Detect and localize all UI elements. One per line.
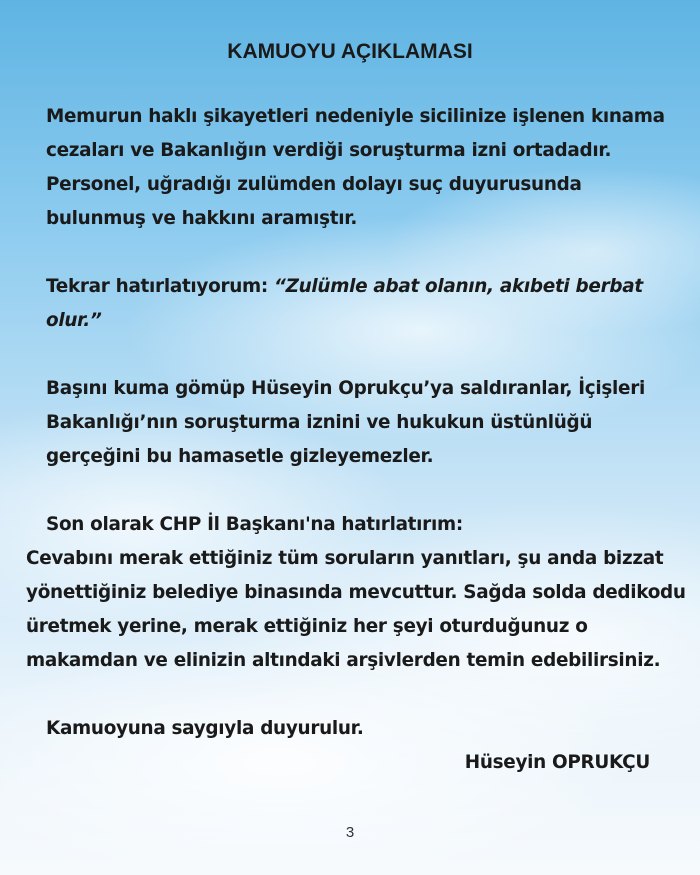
page-title: KAMUOYU AÇIKLAMASI (227, 40, 473, 63)
reminder-lead: Tekrar hatırlatıyorum: (46, 276, 275, 297)
paragraph-investigation: Başını kuma gömüp Hüseyin Oprukçu’ya saldıranlar, İçişleri Bakanlığı’nın soruşturma iznini ve hukukun üstünlüğü gerçeğini bu hamasetle gizleyemezler. (46, 378, 645, 467)
paragraph-reminder (26, 270, 686, 338)
paragraph-closing: Kamuoyuna saygıyla duyurulur. (46, 718, 364, 739)
signature: Hüseyin OPRUKÇU (464, 752, 650, 773)
paragraph-chp-lead: Son olarak CHP İl Başkanı'na hatırlatırım: (46, 514, 463, 535)
statement-body (26, 100, 686, 780)
paragraph-chp-body: Cevabını merak ettiğiniz tüm soruların yanıtları, şu anda bizzat yönettiğiniz belediye binasında mevcuttur. Sağda solda dedikodu üretmek yerine, merak ettiğiniz her şeyi oturduğunuz o makamdan ve elinizin altındaki arşivlerden temin edebilirsiniz. (26, 548, 686, 671)
page-number: 3 (345, 824, 355, 841)
reminder-quote: “Zulümle abat olanın, akıbeti berbat olur.” (46, 276, 643, 331)
paragraph-complaints: Memurun haklı şikayetleri nedeniyle sicilinize işlenen kınama cezaları ve Bakanlığın verdiği soruşturma izni ortadadır. Personel, uğradığı zulümden dolayı suç duyurusunda bulunmuş ve hakkını aramıştır. (46, 106, 665, 229)
